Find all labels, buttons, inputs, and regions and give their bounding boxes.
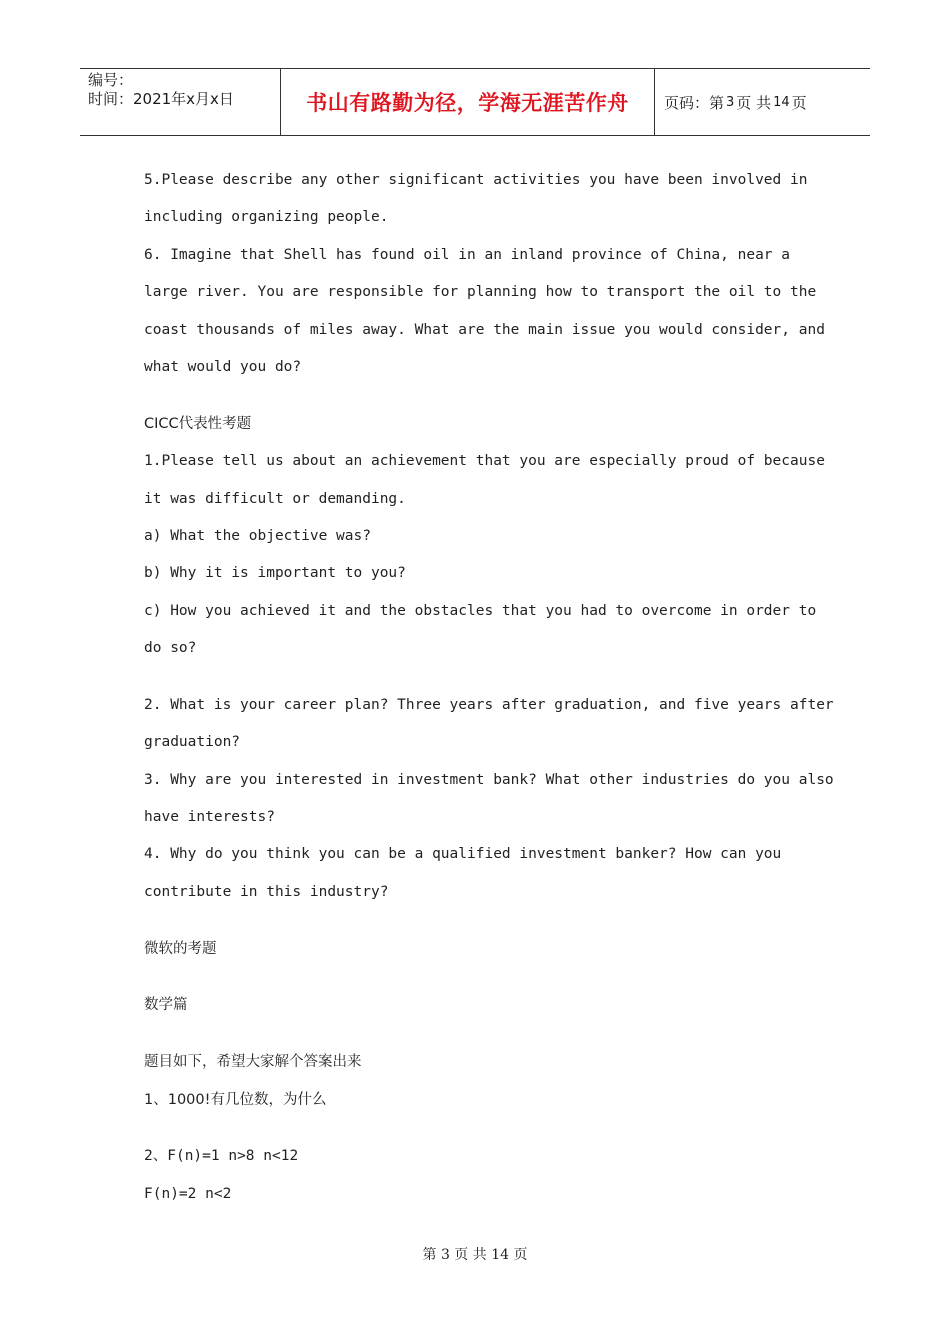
text-line: do so? xyxy=(144,640,197,657)
text-line: contribute in this industry? xyxy=(144,883,389,900)
page-current: 3 xyxy=(726,94,735,110)
page-footer: 第 3 页 共 14 页 xyxy=(422,1247,528,1263)
text-line: 2. What is your career plan? Three years after graduation, and five years after xyxy=(144,696,834,713)
paragraph-gap xyxy=(144,1025,824,1044)
paragraph-gap xyxy=(144,386,824,405)
text-line: b) Why it is important to you? xyxy=(144,565,406,582)
text-line: including organizing people. xyxy=(144,209,389,226)
text-line: a) What the objective was? xyxy=(144,527,371,544)
document-body xyxy=(144,162,834,1213)
text-line: have interests? xyxy=(144,809,275,826)
text-line: graduation? xyxy=(144,734,241,751)
text-line: 数学篇 xyxy=(144,997,188,1014)
paragraph-gap xyxy=(144,911,824,930)
text-line: F(n)=2 n<2 xyxy=(144,1185,232,1202)
text-line: large river. You are responsible for planning how to transport the oil to the xyxy=(144,284,817,301)
text-line: coast thousands of miles away. What are the main issue you would consider, and xyxy=(144,321,825,338)
text-line: 题目如下，希望大家解个答案出来 xyxy=(144,1054,362,1071)
text-line: c) How you achieved it and the obstacles that you had to overcome in order to xyxy=(144,602,817,619)
text-line: it was difficult or demanding. xyxy=(144,490,406,507)
text-line: 4. Why do you think you can be a qualified investment banker? How can you xyxy=(144,846,782,863)
time-label: 时间：2021年x月x日 xyxy=(88,90,234,108)
text-line: 3. Why are you interested in investment bank? What other industries do you also xyxy=(144,771,834,788)
text-line: 2、F(n)=1 n>8 n<12 xyxy=(144,1148,299,1165)
text-line: 1.Please tell us about an achievement that you are especially proud of because xyxy=(144,453,825,470)
header-page-number xyxy=(664,69,807,135)
paragraph-gap xyxy=(144,968,824,987)
number-label: 编号： xyxy=(88,71,134,89)
paragraph-gap xyxy=(144,667,824,686)
text-line: 1、1000!有几位数，为什么 xyxy=(144,1091,327,1108)
text-line: CICC代表性考题 xyxy=(144,415,252,432)
page-mid: 页 共 xyxy=(736,93,772,112)
page-suffix: 页 xyxy=(791,93,807,112)
paragraph-gap xyxy=(144,1119,824,1138)
text-line: 6. Imagine that Shell has found oil in an inland province of China, near a xyxy=(144,246,791,263)
text-line: what would you do? xyxy=(144,358,302,375)
page-prefix: 页码：第 xyxy=(664,93,725,112)
page-total: 14 xyxy=(773,94,790,110)
header-divider xyxy=(654,69,655,135)
page-header xyxy=(80,68,870,136)
header-meta xyxy=(88,71,283,109)
header-motto: 书山有路勤为径，学海无涯苦作舟 xyxy=(306,91,629,115)
text-line: 微软的考题 xyxy=(144,940,217,957)
text-line: 5.Please describe any other significant activities you have been involved in xyxy=(144,172,808,188)
